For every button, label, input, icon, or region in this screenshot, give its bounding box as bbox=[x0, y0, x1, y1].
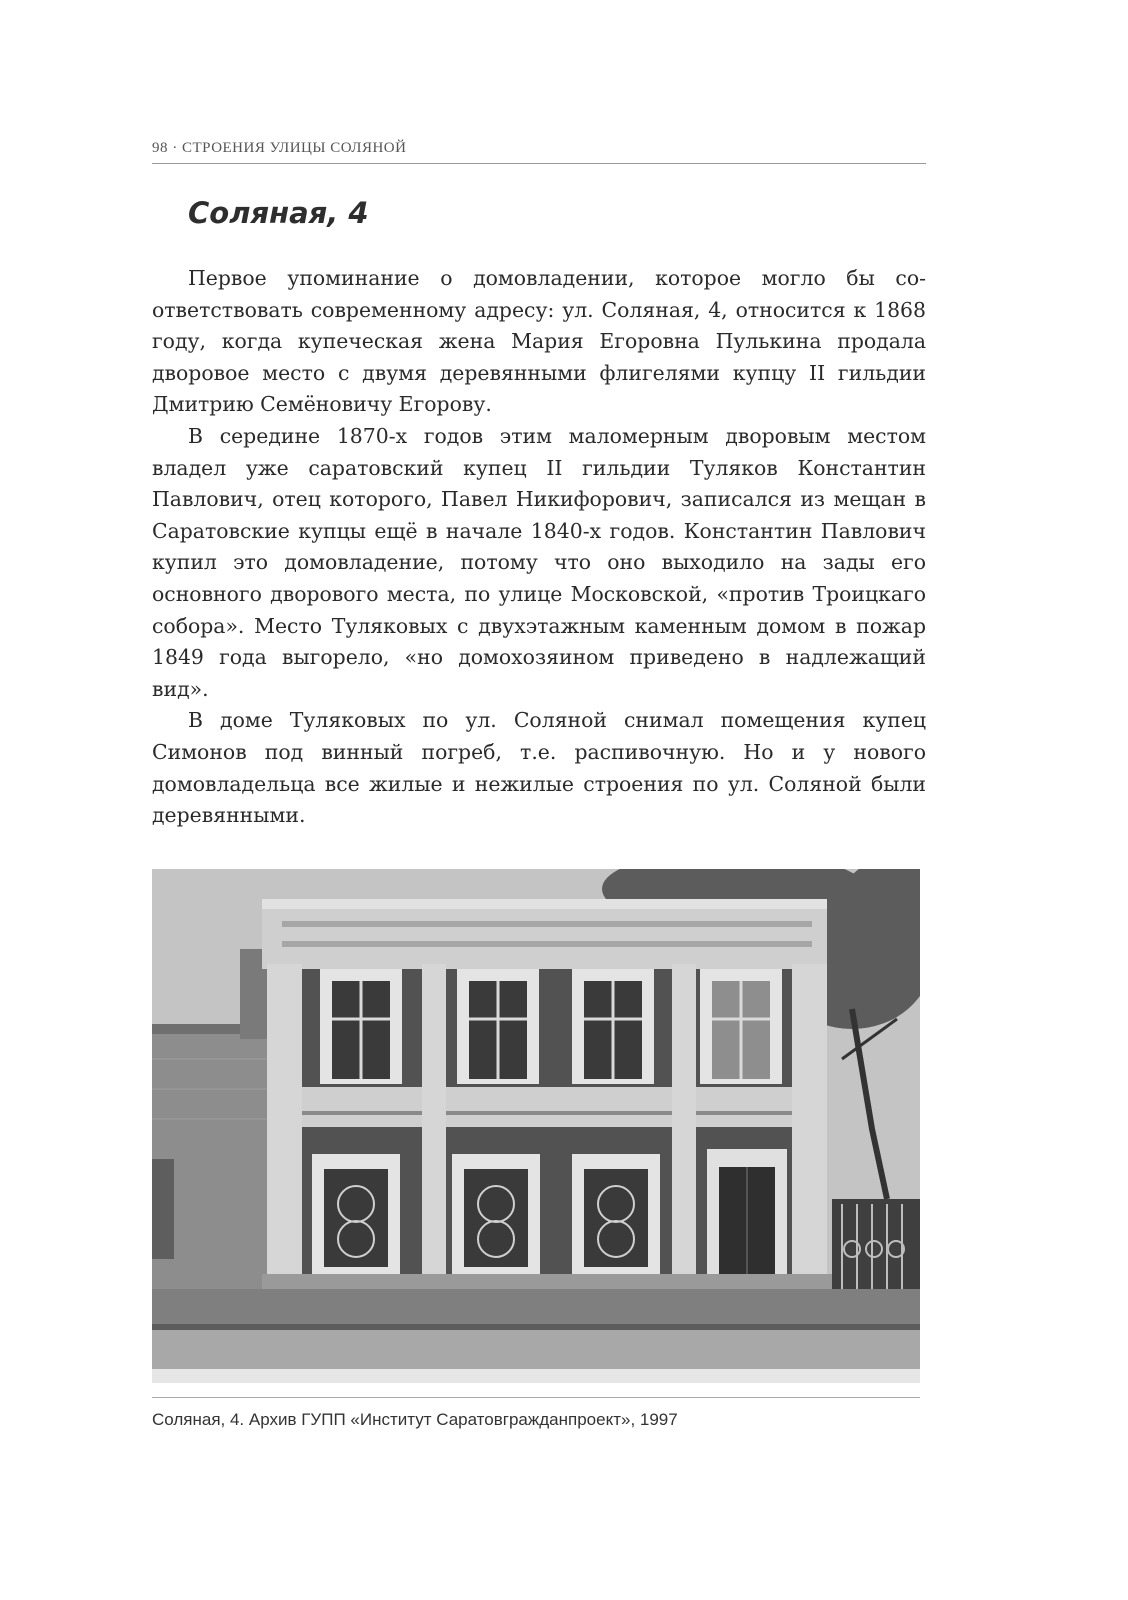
body-text bbox=[152, 263, 926, 832]
building-photo bbox=[152, 869, 920, 1383]
running-head: 98 · СТРОЕНИЯ УЛИЦЫ СОЛЯНОЙ bbox=[152, 140, 407, 156]
paragraph: В середине 1870-х годов этим маломерным дворовым местом владел уже саратовский купец II гильдии Туляков Константин Павлович, отец которого, Павел Никифорович, записался из мещан в Саратовские купцы ещё в начале 1840-х годов. Константин Павлович купил это домовладение, потому что оно выходило на зады его основного дворового места, по улице Московской, «против Троицкаго собора». Место Туляковых с двухэтажным каменным домом в пожар 1849 года выгорело, «но домохозяином приведено в надлежащий вид». bbox=[152, 423, 926, 701]
section-title: Соляная, 4 bbox=[188, 196, 369, 230]
paragraph: В доме Туляковых по ул. Соляной снимал помещения купец Симонов под винный погреб, т.е. распивочную. Но и у нового домовладельца все жилые и нежилые строения по ул. Соляной были деревянными. bbox=[152, 708, 926, 828]
paragraph: Первое упоминание о домовладении, которое могло бы соответствовать современному адресу: ул. Соляная, 4, относится к 1868 году, когда купеческая жена Мария Егоровна Пулькина продала дворовое место с двумя деревянными флигелями купцу II гильдии Дмитрию Семёновичу Егорову. bbox=[152, 266, 926, 417]
header-divider bbox=[152, 163, 926, 164]
photo-caption: Соляная, 4. Архив ГУПП «Институт Саратовгражданпроект», 1997 bbox=[152, 1410, 678, 1429]
caption-divider bbox=[152, 1397, 920, 1398]
